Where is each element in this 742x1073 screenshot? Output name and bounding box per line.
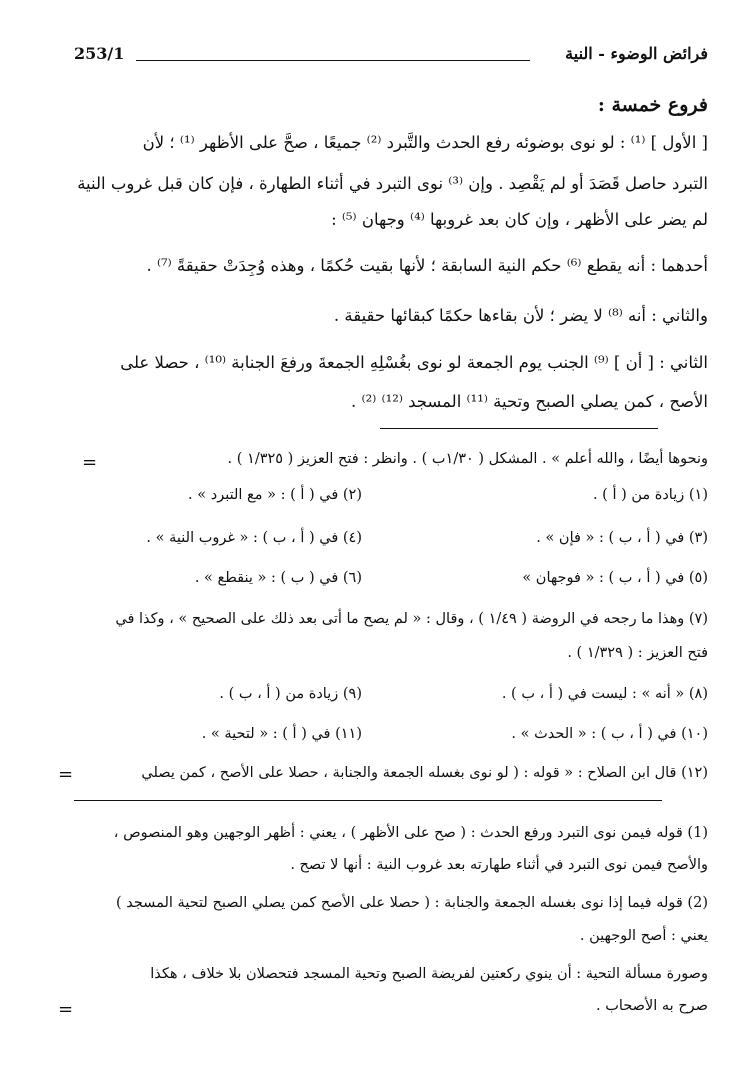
header-rule bbox=[136, 60, 530, 61]
main-line: والثاني : أنه ⁽⁸⁾ لا يضر ؛ لأن بقاءها حكمًا كبقائها حقيقة . bbox=[333, 306, 708, 325]
continuation-mark: = bbox=[58, 764, 74, 785]
footnote-1: (١) زيادة من ( أ ) . bbox=[592, 487, 708, 503]
footnote-11: (١١) في ( أ ) : « لتحية » . bbox=[201, 726, 362, 742]
main-line: الثاني : [ أن ] ⁽⁹⁾ الجنب يوم الجمعة لو نوى بغُسْلِهِ الجمعةَ ورفعَ الجنابة ⁽¹⁰⁾ ، حصلا على bbox=[120, 353, 708, 372]
marginal-note-2: (2) قوله فيما إذا نوى بغسله الجمعة والجنابة : ( حصلا على الأصح كمن يصلي الصبح لتحية المسجد ) bbox=[115, 895, 708, 911]
marginal-note-1: (1) قوله فيمن نوى التبرد ورفع الحدث : ( صح على الأظهر ) ، يعني : أظهر الوجهين وهو المنصوص ، bbox=[113, 825, 708, 841]
footnote-3: (٣) في ( أ ، ب ) : « فإن » . bbox=[536, 530, 708, 546]
footnote-continuation: ونحوها أيضًا ، والله أعلم » . المشكل ( ١/٣٠ب ) . وانظر : فتح العزيز ( ١/٣٢٥ ) . bbox=[227, 451, 708, 467]
footnote-8: (٨) « أنه » : ليست في ( أ ، ب ) . bbox=[501, 686, 708, 702]
section-heading: فروع خمسة : bbox=[597, 94, 708, 116]
marginal-notes-separator bbox=[74, 800, 662, 801]
footnote-9: (٩) زيادة من ( أ ، ب ) . bbox=[219, 686, 362, 702]
continuation-mark: = bbox=[82, 452, 98, 473]
footnote-12: (١٢) قال ابن الصلاح : « قوله : ( لو نوى بغسله الجمعة والجنابة ، حصلا على الأصح ، كمن يصلي bbox=[141, 765, 708, 781]
footnote-10: (١٠) في ( أ ، ب ) : « الحدث » . bbox=[511, 726, 708, 742]
footnote-2: (٢) في ( أ ) : « مع التبرد » . bbox=[188, 487, 362, 503]
main-line: التبرد حاصل قَصَدَ أو لم يَقْصِد . وإن ⁽³⁾ نوى التبرد في أثناء الطهارة ، فإن كان قبل غروب النية bbox=[77, 174, 708, 193]
main-line: [ الأول ] ⁽¹⁾ : لو نوى بوضوئه رفع الحدث والتَّبرد ⁽²⁾ جميعًا ، صحَّ على الأظهر ⁽¹⁾ ؛ لأن bbox=[142, 133, 708, 152]
footnote-7-continued: فتح العزيز : ( ١/٣٢٩ ) . bbox=[567, 645, 708, 661]
main-line: أحدهما : أنه يقطع ⁽⁶⁾ حكم النية السابقة ؛ لأنها بقيت حُكمًا ، وهذه وُجِدَتْ حقيقةً ⁽⁷⁾ . bbox=[146, 256, 708, 275]
marginal-note-2-continued: يعني : أصح الوجهين . bbox=[579, 928, 708, 944]
marginal-note-3-continued: صرح به الأصحاب . bbox=[596, 998, 708, 1014]
footnote-4: (٤) في ( أ ، ب ) : « غروب النية » . bbox=[146, 530, 362, 546]
running-header-title: فرائض الوضوء - النية bbox=[565, 44, 708, 63]
marginal-note-1-continued: والأصح فيمن نوى التبرد في أثناء طهارته بعد غروب النية : أنها لا تصح . bbox=[290, 857, 708, 873]
main-line: لم يضر على الأظهر ، وإن كان بعد غروبها ⁽⁴⁾ وجهان ⁽⁵⁾ : bbox=[331, 210, 708, 229]
main-line: الأصح ، كمن يصلي الصبح وتحية ⁽¹¹⁾ المسجد ⁽¹²⁾ ⁽²⁾ . bbox=[351, 392, 708, 411]
footnote-5: (٥) في ( أ ، ب ) : « فوجهان » bbox=[522, 570, 708, 586]
footnote-6: (٦) في ( ب ) : « ينقطع » . bbox=[194, 570, 362, 586]
marginal-note-3: وصورة مسألة التحية : أن ينوي ركعتين لفريضة الصبح وتحية المسجد فتحصلان بلا خلاف ، هكذا bbox=[150, 966, 708, 982]
footnote-separator bbox=[380, 428, 658, 429]
continuation-mark: = bbox=[58, 999, 74, 1020]
page-number: 253/1 bbox=[74, 44, 125, 63]
footnote-7: (٧) وهذا ما رجحه في الروضة ( ١/٤٩ ) ، وقال : « لم يصح ما أتى بعد ذلك على الصحيح » ، وكذا في bbox=[115, 611, 708, 627]
